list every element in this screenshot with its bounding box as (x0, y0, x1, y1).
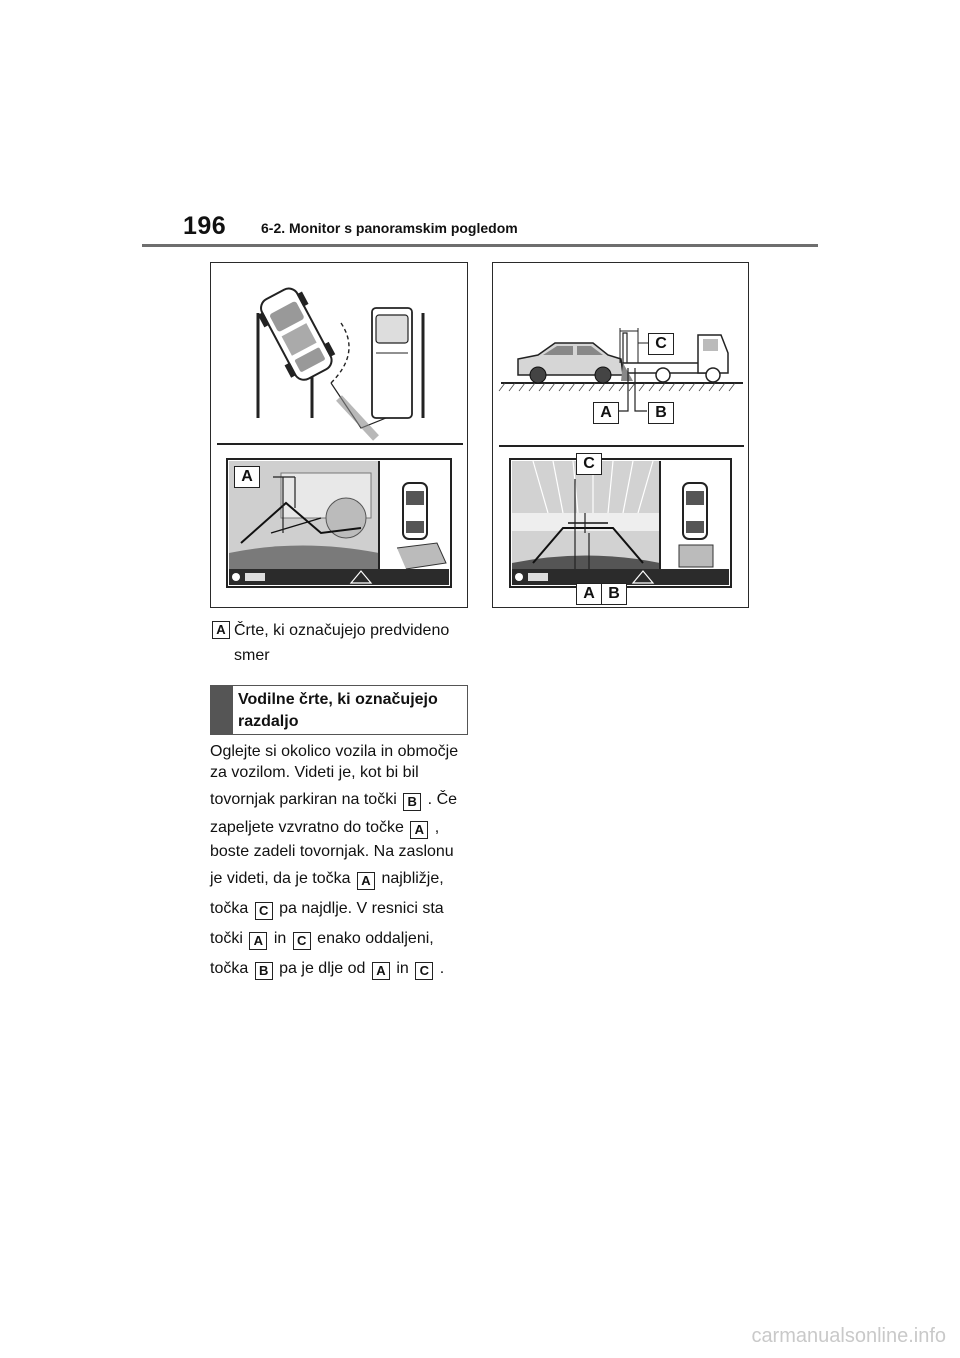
para-line-3-pre: tovornjak parkiran na točki (210, 791, 397, 808)
figure-label-a-screen: A (576, 583, 602, 605)
para-line-3 (210, 786, 472, 814)
page-number: 196 (183, 212, 227, 240)
para-line-4-post: , (434, 819, 440, 836)
para-label-a-3: A (249, 932, 267, 950)
figure-distance-guide-lines (492, 262, 749, 608)
caption-label-a: A (212, 621, 230, 639)
figure-label-a: A (234, 466, 260, 488)
para-line-6 (210, 864, 472, 894)
para-label-b: B (403, 793, 421, 811)
caption-text: Črte, ki označujejo predvideno smer (234, 622, 450, 664)
watermark: carmanualsonline.info (751, 1325, 946, 1347)
para-line-8-mid: in (273, 930, 287, 947)
figure-label-c-top: C (648, 333, 674, 355)
figure-label-a-top: A (593, 402, 619, 424)
figure-right-drawing (493, 263, 750, 609)
para-line-8 (210, 924, 472, 954)
para-line-9 (210, 954, 472, 984)
para-line-4-pre: zapeljete vzvratno do točke (210, 819, 404, 836)
para-line-3-post: . Če (427, 791, 458, 808)
para-line-7-post: pa najdlje. V resnici sta (279, 900, 444, 917)
para-label-b-2: B (255, 962, 273, 980)
para-line-1: Oglejte si okolico vozila in območje (210, 743, 459, 760)
para-label-c-2: C (293, 932, 311, 950)
subheading-text: Vodilne črte, ki označujejo razdaljo (238, 691, 438, 730)
figure-label-c-screen: C (576, 453, 602, 475)
para-label-c-3: C (415, 962, 433, 980)
para-line-4 (210, 814, 472, 842)
para-label-a: A (410, 821, 428, 839)
para-label-c: C (255, 902, 273, 920)
para-line-9-mid2: in (396, 960, 409, 977)
para-label-a-2: A (357, 872, 375, 890)
para-line-9-pre: točka (210, 960, 249, 977)
para-label-a-4: A (372, 962, 390, 980)
figure-left-drawing (211, 263, 469, 609)
section-title: 6-2. Monitor s panoramskim pogledom (261, 220, 518, 236)
para-line-9-mid1: pa je dlje od (279, 960, 366, 977)
subheading-bar (211, 686, 233, 734)
body-paragraph (210, 742, 472, 984)
para-line-6-pre: je videti, da je točka (210, 870, 351, 887)
para-line-2: za vozilom. Videti je, kot bi bil (210, 764, 419, 781)
subheading-box (210, 685, 468, 735)
para-line-8-post: enako oddaljeni, (317, 930, 434, 947)
para-line-9-post: . (439, 960, 445, 977)
para-line-7 (210, 894, 472, 924)
para-line-7-pre: točka (210, 900, 249, 917)
para-line-6-post: najbližje, (381, 870, 444, 887)
figure-label-b-screen: B (601, 583, 627, 605)
figure-label-b-top: B (648, 402, 674, 424)
header-rule (142, 244, 818, 247)
para-line-5: boste zadeli tovornjak. Na zaslonu (210, 843, 454, 860)
para-line-8-pre: točki (210, 930, 243, 947)
figure-parking-guide-lines (210, 262, 468, 608)
